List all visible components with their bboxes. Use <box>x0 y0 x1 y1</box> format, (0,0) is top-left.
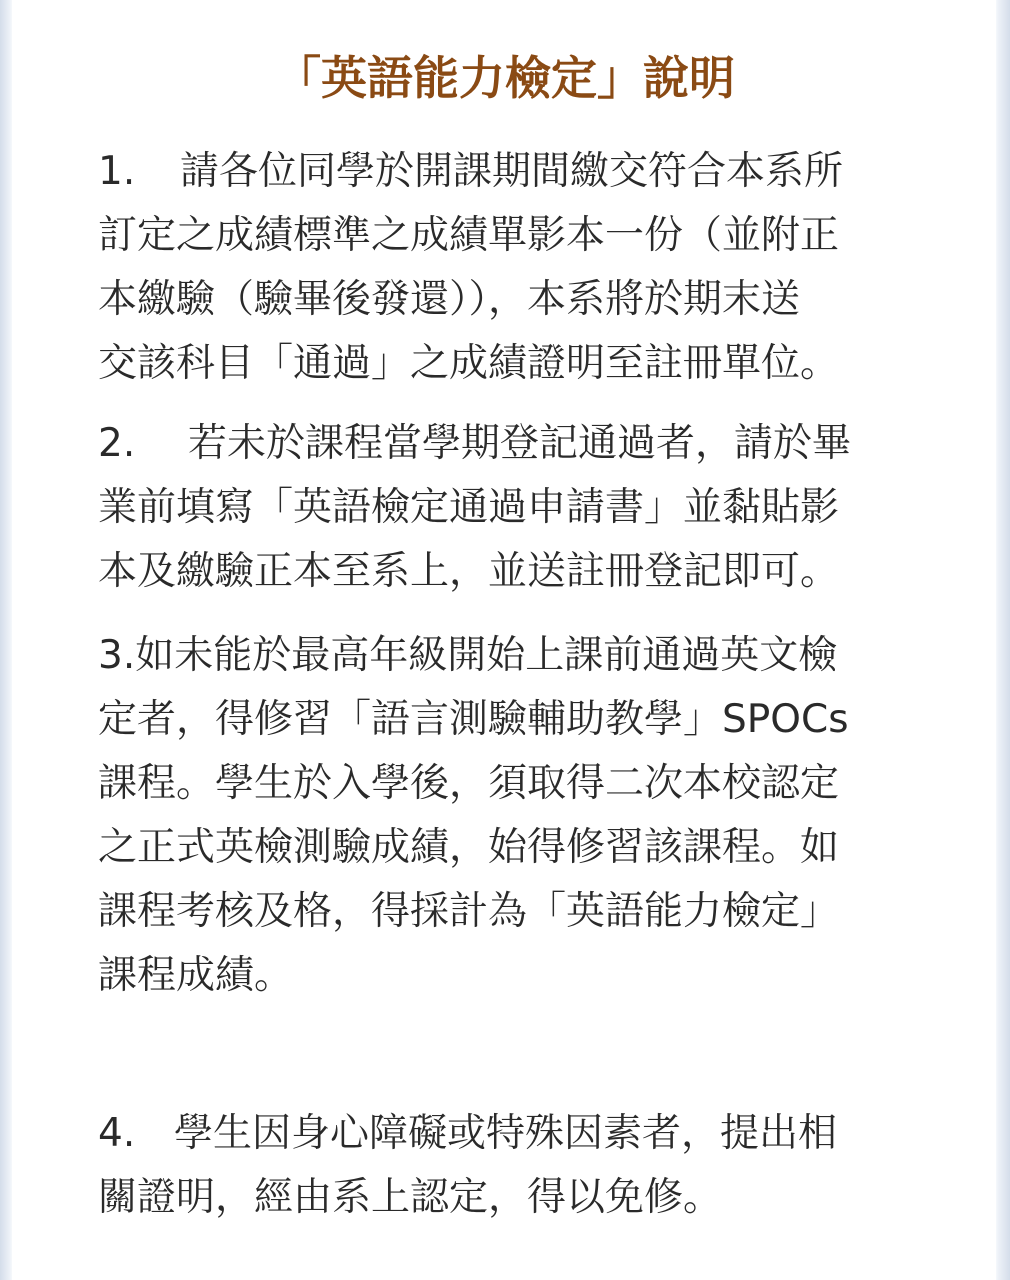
rule-text: 請各位同學於開課期間繳交符合本系所 <box>180 149 844 194</box>
rule-number: 3. <box>98 633 136 678</box>
rule-item-4 <box>98 1102 898 1230</box>
rule-line: 課程。學生於入學後，須取得二次本校認定 <box>98 761 840 806</box>
rule-item-1 <box>98 140 898 396</box>
rule-line: 之正式英檢測驗成績，始得修習該課程。如 <box>98 825 840 870</box>
rule-line: 課程考核及格，得採計為「英語能力檢定」 <box>98 889 840 934</box>
rule-line <box>98 140 898 204</box>
rule-line: 定者，得修習「語言測驗輔助教學」SPOCs <box>98 697 849 742</box>
rule-line: 訂定之成績標準之成績單影本一份（並附正 <box>98 213 840 258</box>
rule-number: 2. <box>98 421 136 466</box>
rule-line <box>98 624 898 688</box>
rule-line: 業前填寫「英語檢定通過申請書」並黏貼影 <box>98 485 840 530</box>
rule-item-2 <box>98 412 898 604</box>
rule-line: 課程成績。 <box>98 953 294 998</box>
rule-text: 如未能於最高年級開始上課前通過英文檢 <box>135 633 838 678</box>
rule-text: 學生因身心障礙或特殊因素者，提出相 <box>174 1111 838 1156</box>
rule-line: 本繳驗（驗畢後發還）），本系將於期末送 <box>98 277 801 322</box>
rule-number: 4. <box>98 1111 136 1156</box>
rule-line: 本及繳驗正本至系上，並送註冊登記即可。 <box>98 549 840 594</box>
rule-text: 若未於課程當學期登記通過者，請於畢 <box>188 421 852 466</box>
rule-line: 關證明，經由系上認定，得以免修。 <box>98 1175 723 1220</box>
rule-number: 1. <box>98 149 136 194</box>
page-title: 「英語能力檢定」說明 <box>275 51 735 105</box>
rule-item-3 <box>98 624 898 1008</box>
rule-line: 交該科目「通過」之成績證明至註冊單位。 <box>98 341 840 386</box>
rule-line <box>98 1102 898 1166</box>
rule-line <box>98 412 898 476</box>
